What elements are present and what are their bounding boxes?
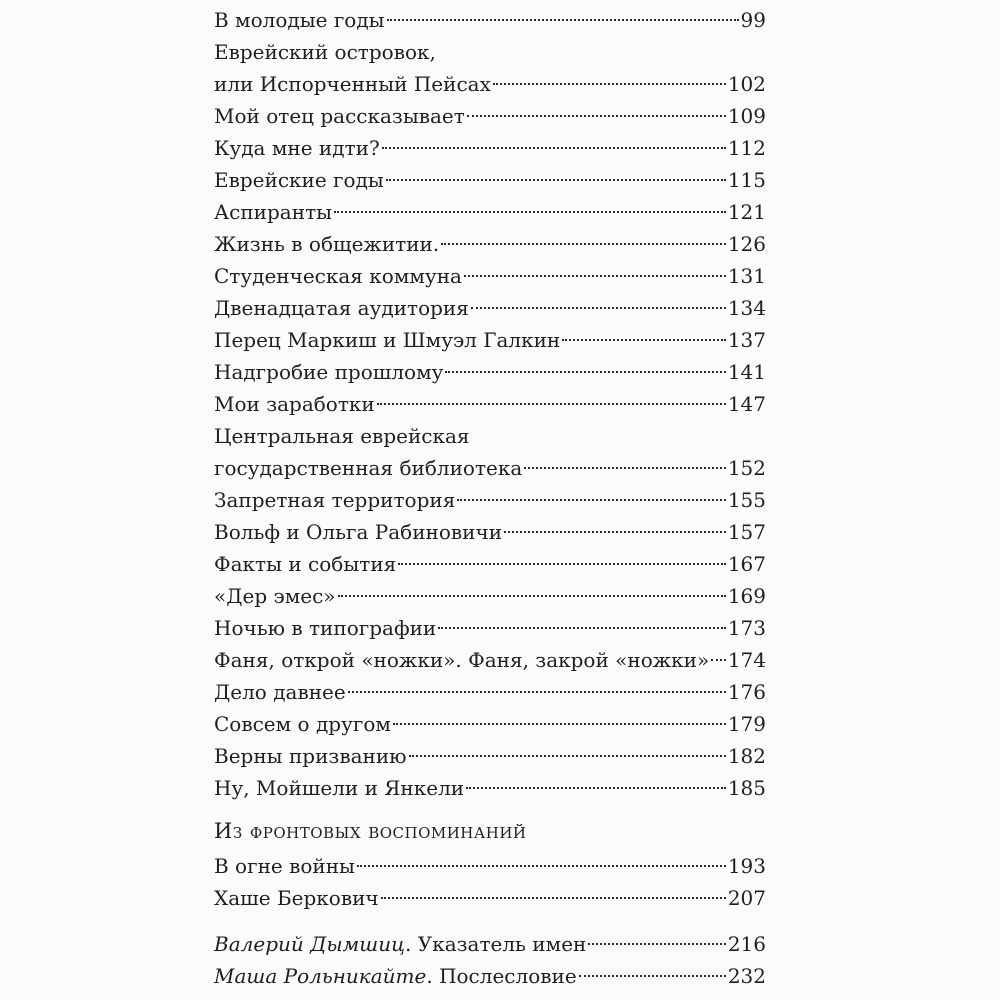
toc-entry-page: 112 [727, 136, 766, 160]
dot-leader [562, 339, 726, 341]
dot-leader [464, 275, 726, 277]
toc-entry-page: 152 [727, 456, 766, 480]
dot-leader [386, 179, 726, 181]
dot-leader [467, 115, 726, 117]
dot-leader [445, 371, 725, 373]
toc-entry-author: Валерий Дымшиц [214, 932, 406, 956]
table-of-contents [214, 4, 766, 992]
toc-entry-title: Фаня, открой «ножки». Фаня, закрой «ножки» [214, 648, 710, 672]
dot-leader [393, 723, 726, 725]
dot-leader [382, 147, 726, 149]
toc-entry[interactable] [214, 516, 766, 548]
toc-entry-page: 137 [727, 328, 766, 352]
toc-entry[interactable] [214, 708, 766, 740]
dot-leader [711, 659, 726, 661]
toc-entry-page: 157 [727, 520, 766, 544]
toc-entry[interactable] [214, 260, 766, 292]
toc-entry-title: Аспиранты [214, 200, 333, 224]
dot-leader [524, 467, 726, 469]
toc-entry-title: или Испорченный Пейсах [214, 72, 491, 96]
toc-entry-page: 179 [727, 712, 766, 736]
toc-entry[interactable] [214, 548, 766, 580]
toc-entry[interactable] [214, 132, 766, 164]
toc-entry-page: 185 [727, 776, 766, 800]
toc-entry-page: 134 [727, 296, 766, 320]
dot-leader [457, 499, 725, 501]
toc-entry-title: Вольф и Ольга Рабиновичи [214, 520, 503, 544]
toc-entry[interactable] [214, 36, 766, 100]
toc-entry[interactable] [214, 740, 766, 772]
toc-entry-title-wrap [214, 960, 577, 992]
dot-leader [493, 83, 726, 85]
toc-entry[interactable] [214, 484, 766, 516]
toc-entry[interactable] [214, 4, 766, 36]
dot-leader [338, 595, 726, 597]
toc-entry-title: . Указатель имен [405, 932, 587, 956]
toc-entry-page: 167 [727, 552, 766, 576]
dot-leader [381, 897, 726, 899]
dot-leader [471, 307, 726, 309]
toc-entry-title-wrap [214, 928, 586, 960]
section-heading: Из фронтовых воспоминаний [214, 819, 527, 843]
toc-entry-page: 173 [727, 616, 766, 640]
toc-entry-page: 141 [727, 360, 766, 384]
toc-entry[interactable] [214, 292, 766, 324]
toc-entry-page: 99 [740, 8, 766, 32]
dot-leader [588, 943, 725, 945]
toc-entry-title: Дело давнее [214, 680, 346, 704]
toc-entry-title: В огне войны [214, 854, 355, 878]
toc-entry-title: Мои заработки [214, 392, 375, 416]
dot-leader [377, 403, 726, 405]
toc-entry[interactable] [214, 356, 766, 388]
toc-entry-title: Ну, Мойшели и Янкели [214, 776, 465, 800]
toc-entry[interactable] [214, 882, 766, 914]
dot-leader [441, 243, 726, 245]
toc-entry-page: 193 [727, 854, 766, 878]
toc-entry[interactable] [214, 676, 766, 708]
toc-entry-title: . Послесловие [426, 964, 577, 988]
toc-entry-title: В молодые годы [214, 8, 385, 32]
dot-leader [409, 755, 726, 757]
dot-leader [387, 19, 739, 21]
toc-entry-title: Хаше Беркович [214, 886, 379, 910]
toc-entry-title: Верны призванию [214, 744, 407, 768]
toc-entry-page: 109 [727, 104, 766, 128]
toc-entry[interactable] [214, 580, 766, 612]
toc-entry-title: Запретная территория [214, 488, 456, 512]
toc-entry-title-line1: Центральная еврейская [214, 424, 470, 448]
toc-entry-page: 169 [727, 584, 766, 608]
dot-leader [466, 787, 726, 789]
toc-entry-page: 232 [727, 964, 766, 988]
toc-entry-title: Факты и события [214, 552, 397, 576]
toc-entry[interactable] [214, 644, 766, 676]
toc-entry-page: 155 [727, 488, 766, 512]
toc-entry[interactable] [214, 772, 766, 804]
toc-entry-title-line1: Еврейский островок, [214, 40, 436, 64]
toc-entry-page: 216 [727, 932, 766, 956]
spacer [214, 914, 766, 928]
toc-entry-page: 176 [727, 680, 766, 704]
toc-entry-page: 131 [727, 264, 766, 288]
toc-entry[interactable] [214, 324, 766, 356]
toc-entry-page: 182 [727, 744, 766, 768]
dot-leader [348, 691, 726, 693]
toc-entry[interactable] [214, 388, 766, 420]
toc-entry[interactable] [214, 228, 766, 260]
toc-entry[interactable] [214, 850, 766, 882]
toc-entry[interactable] [214, 196, 766, 228]
toc-entry-page: 207 [727, 886, 766, 910]
toc-entry-title: Еврейские годы [214, 168, 384, 192]
dot-leader [438, 627, 726, 629]
dot-leader [504, 531, 726, 533]
toc-entry-page: 126 [727, 232, 766, 256]
dot-leader [579, 975, 726, 977]
toc-entry-page: 174 [727, 648, 766, 672]
toc-entry-title: Мой отец рассказывает [214, 104, 465, 128]
toc-entry-page: 102 [727, 72, 766, 96]
toc-entry-title: Куда мне идти? [214, 136, 380, 160]
toc-entry-title: Студенческая коммуна [214, 264, 462, 288]
toc-entry-title: Жизнь в общежитии. [214, 232, 440, 256]
toc-entry[interactable] [214, 100, 766, 132]
toc-entry-page: 147 [727, 392, 766, 416]
toc-entry-title: Перец Маркиш и Шмуэл Галкин [214, 328, 561, 352]
toc-entry-title: Надгробие прошлому [214, 360, 444, 384]
toc-entry-title: государственная библиотека [214, 456, 523, 480]
toc-entry-page: 115 [727, 168, 766, 192]
toc-entry[interactable] [214, 960, 766, 992]
dot-leader [357, 865, 726, 867]
dot-leader [334, 211, 726, 213]
toc-entry[interactable] [214, 164, 766, 196]
toc-entry-title: Ночью в типографии [214, 616, 437, 640]
toc-entry[interactable] [214, 420, 766, 484]
toc-entry-title: Совсем о другом [214, 712, 391, 736]
toc-entry-page: 121 [727, 200, 766, 224]
toc-entry[interactable] [214, 928, 766, 960]
toc-entry-title: Двенадцатая аудитория [214, 296, 469, 320]
toc-entry[interactable] [214, 612, 766, 644]
dot-leader [398, 563, 726, 565]
toc-entry-author: Маша Рольникайте [214, 964, 427, 988]
toc-entry-title: «Дер эмес» [214, 584, 336, 608]
